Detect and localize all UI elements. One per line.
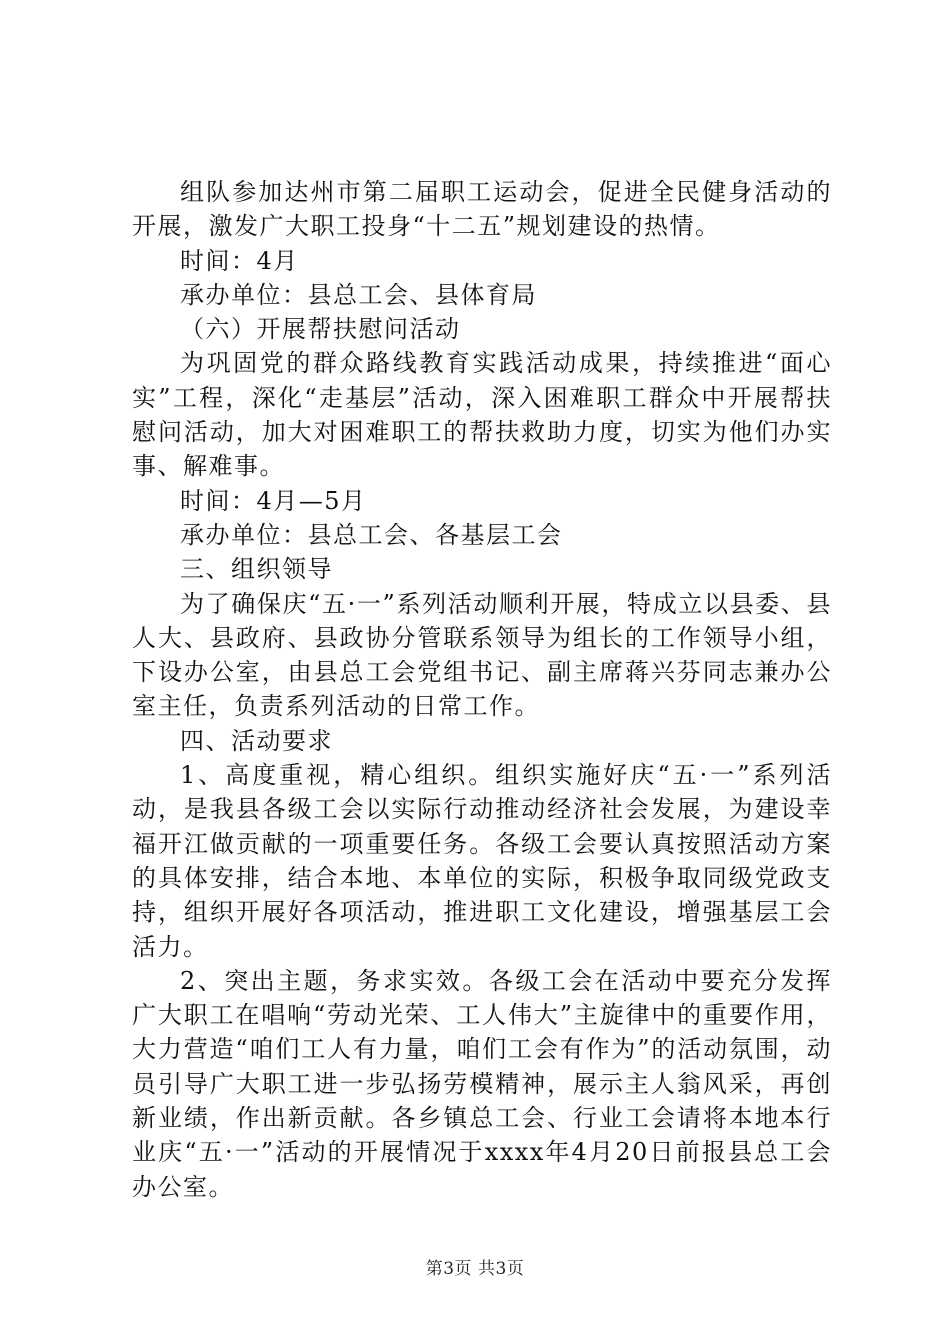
paragraph-organizer-grassroots: 承办单位：县总工会、各基层工会 bbox=[180, 520, 563, 549]
paragraph-time-april: 时间：4月 bbox=[180, 246, 299, 275]
paragraph-time-april-may: 时间：4月—5月 bbox=[180, 486, 367, 515]
page-number: 第3页 共3页 bbox=[425, 1259, 525, 1279]
paragraph-sports-meet: 组队参加达州市第二届职工运动会，促进全民健身活动的开展，激发广大职工投身“十二五”规划建设的热情。 bbox=[132, 178, 832, 241]
section-heading-leadership: 三、组织领导 bbox=[180, 555, 333, 584]
page-footer bbox=[0, 1254, 950, 1279]
paragraph-leadership-group: 为了确保庆“五·一”系列活动顺利开展，特成立以县委、县人大、县政府、县政协分管联系领导为组长的工作领导小组，下设办公室，由县总工会党组书记、副主席蒋兴芬同志兼办公室主任，负责系列活动的日常工作。 bbox=[132, 589, 832, 721]
paragraph-requirement-1: 1、高度重视，精心组织。组织实施好庆“五·一”系列活动，是我县各级工会以实际行动推动经济社会发展，为建设幸福开江做贡献的一项重要任务。各级工会要认真按照活动方案的具体安排，结合本地、本单位的实际，积极争取同级党政支持，组织开展好各项活动，推进职工文化建设，增强基层工会活力。 bbox=[132, 761, 832, 961]
document-body bbox=[132, 175, 832, 1204]
section-heading-requirements: 四、活动要求 bbox=[180, 726, 333, 755]
paragraph-requirement-2: 2、突出主题，务求实效。各级工会在活动中要充分发挥广大职工在唱响“劳动光荣、工人伟大”主旋律中的重要作用，大力营造“咱们工人有力量，咱们工会有作为”的活动氛围，动员引导广大职工进一步弘扬劳模精神，展示主人翁风采，再创新业绩，作出新贡献。各乡镇总工会、行业工会请将本地本行业庆“五·一”活动的开展情况于xxxx年4月20日前报县总工会办公室。 bbox=[132, 966, 832, 1201]
paragraph-organizer-sports: 承办单位：县总工会、县体育局 bbox=[180, 280, 537, 309]
section-heading-six: （六）开展帮扶慰问活动 bbox=[180, 315, 461, 344]
paragraph-condolence-activity: 为巩固党的群众路线教育实践活动成果，持续推进“面心实”工程，深化“走基层”活动，深入困难职工群众中开展帮扶慰问活动，加大对困难职工的帮扶救助力度，切实为他们办实事、解难事。 bbox=[132, 349, 832, 481]
